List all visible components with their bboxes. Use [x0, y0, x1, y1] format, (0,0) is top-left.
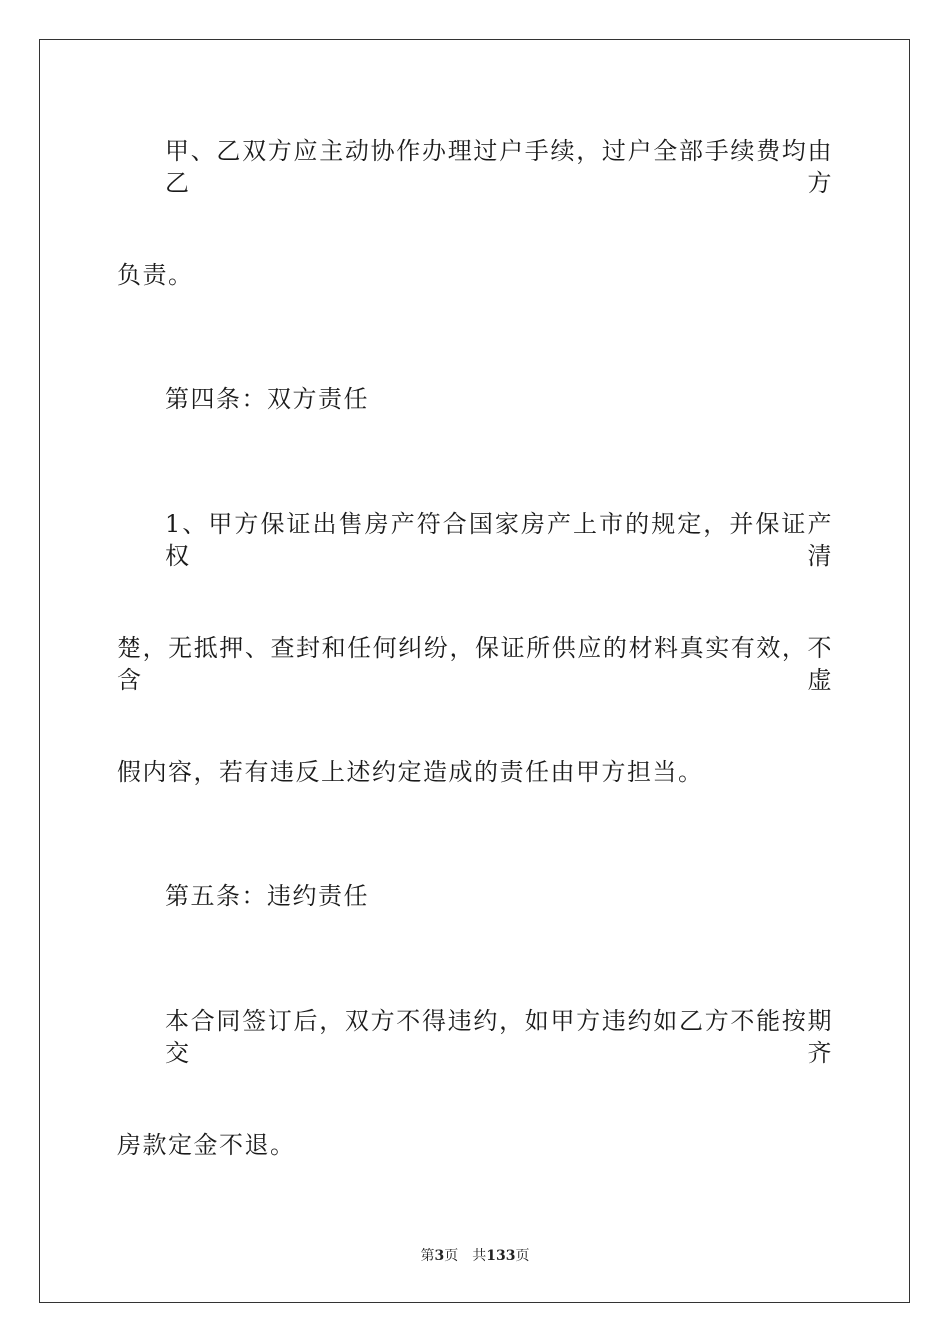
paragraph-line-2: 负责。 [117, 261, 194, 289]
total-prefix: 共 [472, 1248, 487, 1264]
total-page-count: 133 [486, 1248, 516, 1264]
paragraph-line-3: 1、甲方保证出售房产符合国家房产上市的规定，并保证产权清 [165, 510, 833, 570]
section-heading-article-5: 第五条：违约责任 [165, 882, 369, 910]
section-heading-article-4: 第四条：双方责任 [165, 385, 369, 413]
paragraph-line-4: 楚，无抵押、查封和任何纠纷，保证所供应的材料真实有效，不含虚 [117, 634, 833, 694]
paragraph-line-5: 假内容，若有违反上述约定造成的责任由甲方担当。 [117, 758, 704, 786]
paragraph-line-1: 甲、乙双方应主动协作办理过户手续，过户全部手续费均由乙方 [165, 137, 833, 197]
page-footer [0, 1247, 950, 1265]
total-suffix: 页 [515, 1248, 530, 1264]
page-suffix: 页 [444, 1248, 459, 1264]
page-prefix: 第 [420, 1248, 435, 1264]
current-page-number: 3 [434, 1248, 445, 1264]
paragraph-line-6: 本合同签订后，双方不得违约，如甲方违约如乙方不能按期交齐 [165, 1007, 833, 1067]
paragraph-line-7: 房款定金不退。 [117, 1131, 296, 1159]
